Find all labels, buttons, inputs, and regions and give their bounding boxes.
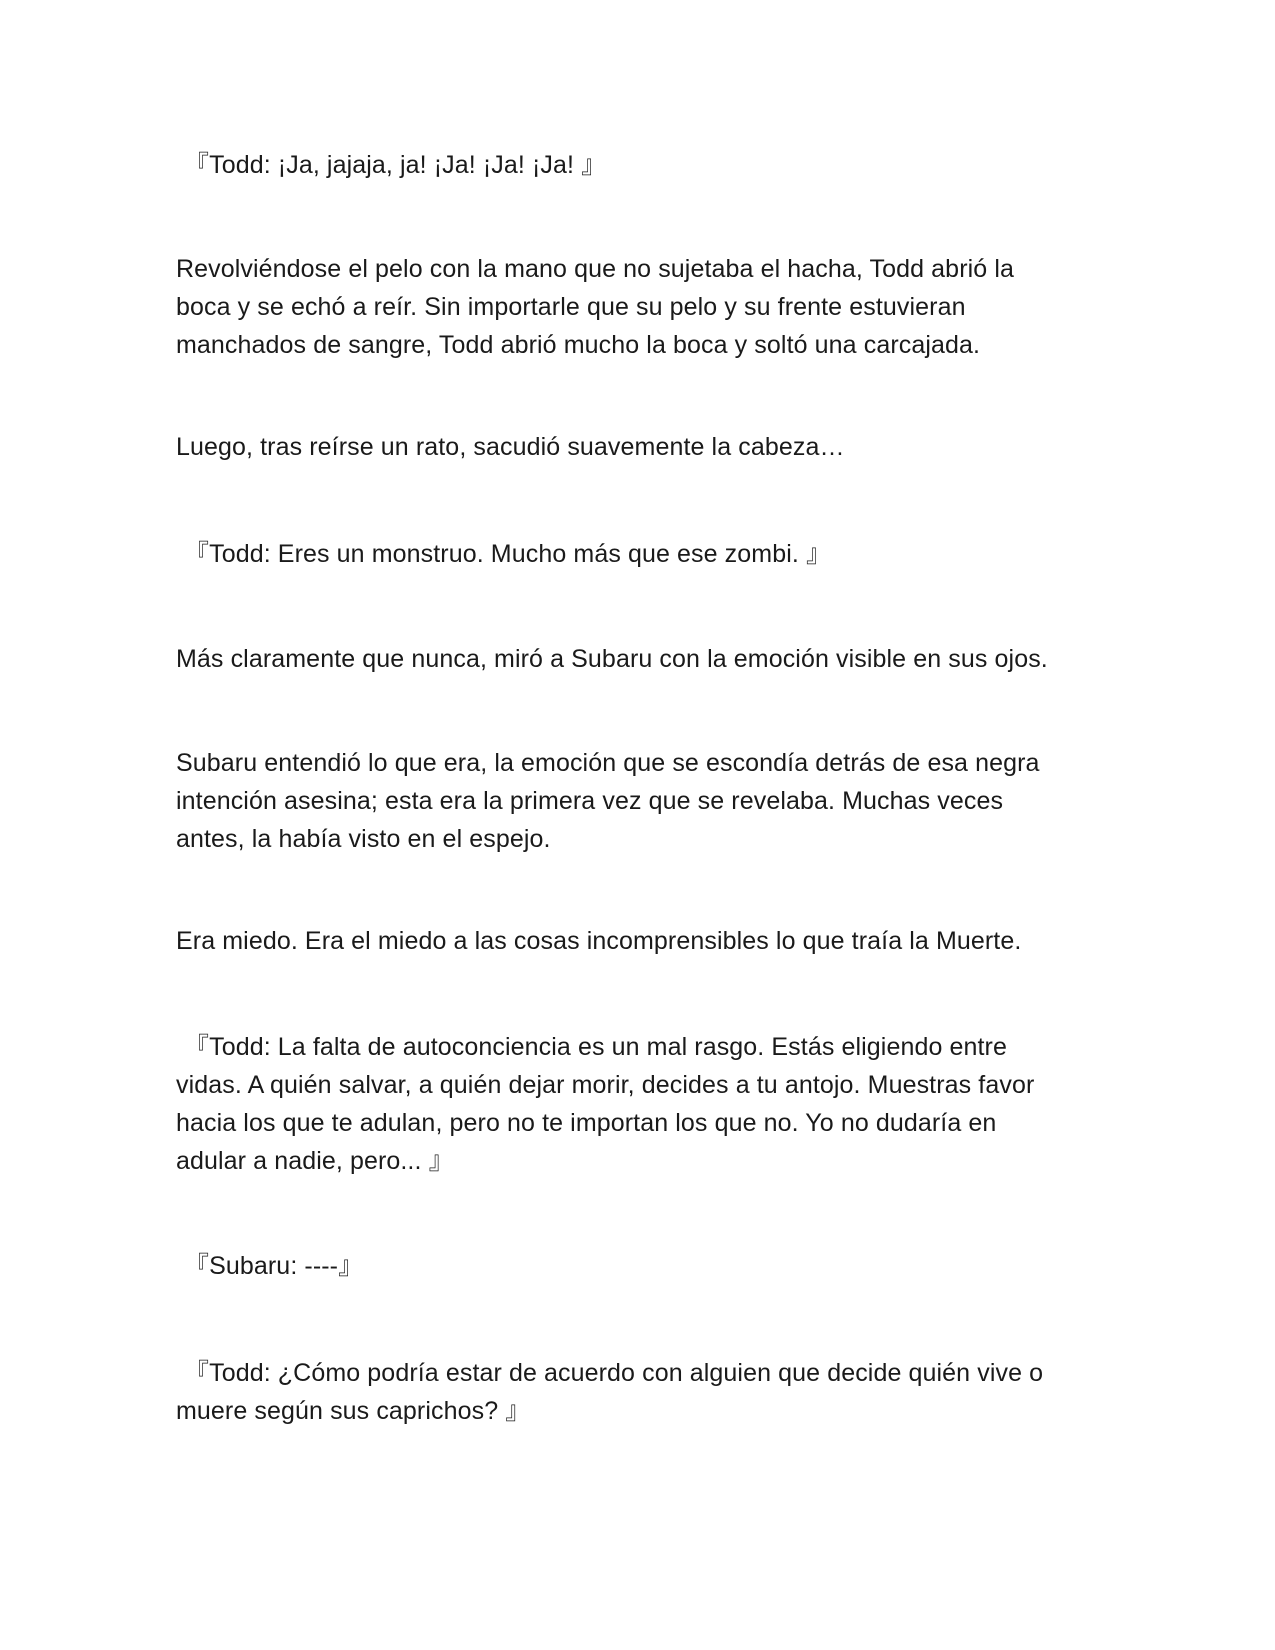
paragraph-emotion	[176, 640, 1106, 678]
paragraph-subaru-understood	[176, 744, 1106, 858]
paragraph-todd-monster	[176, 535, 1106, 573]
text-line: 『Todd: ¡Ja, jajaja, ja! ¡Ja! ¡Ja! ¡Ja! 』	[184, 151, 607, 179]
text-line: manchados de sangre, Todd abrió mucho la boca y soltó una carcajada.	[176, 331, 981, 359]
text-line: vidas. A quién salvar, a quién dejar morir, decides a tu antojo. Muestras favor	[176, 1071, 1035, 1099]
paragraph-subaru-silence	[176, 1247, 1106, 1285]
text-line: intención asesina; esta era la primera vez que se revelaba. Muchas veces	[176, 787, 1004, 815]
text-line: Era miedo. Era el miedo a las cosas incomprensibles lo que traía la Muerte.	[176, 927, 1022, 955]
paragraph-shake-head	[176, 428, 1106, 466]
text-line: 『Todd: Eres un monstruo. Mucho más que ese zombi. 』	[184, 540, 832, 568]
text-line: hacia los que te adulan, pero no te importan los que no. Yo no dudaría en	[176, 1109, 997, 1137]
text-line: 『Subaru: ----』	[184, 1252, 364, 1280]
text-line: Más claramente que nunca, miró a Subaru con la emoción visible en sus ojos.	[176, 645, 1048, 673]
text-line: 『Todd: ¿Cómo podría estar de acuerdo con alguien que decide quién vive o	[184, 1359, 1044, 1387]
text-line: Luego, tras reírse un rato, sacudió suavemente la cabeza…	[176, 433, 845, 461]
paragraph-todd-hair	[176, 250, 1106, 364]
text-line: Subaru entendió lo que era, la emoción que se escondía detrás de esa negra	[176, 749, 1040, 777]
text-line: muere según sus caprichos? 』	[176, 1397, 531, 1425]
paragraph-todd-self-awareness	[176, 1028, 1106, 1180]
text-line: 『Todd: La falta de autoconciencia es un mal rasgo. Estás eligiendo entre	[184, 1033, 1007, 1061]
paragraph-todd-laugh	[176, 146, 1106, 184]
text-line: boca y se echó a reír. Sin importarle que su pelo y su frente estuvieran	[176, 293, 966, 321]
text-line: adular a nadie, pero... 』	[176, 1147, 454, 1175]
text-line: antes, la había visto en el espejo.	[176, 825, 551, 853]
paragraph-fear	[176, 922, 1106, 960]
text-line: Revolviéndose el pelo con la mano que no sujetaba el hacha, Todd abrió la	[176, 255, 1014, 283]
paragraph-todd-question	[176, 1354, 1106, 1430]
